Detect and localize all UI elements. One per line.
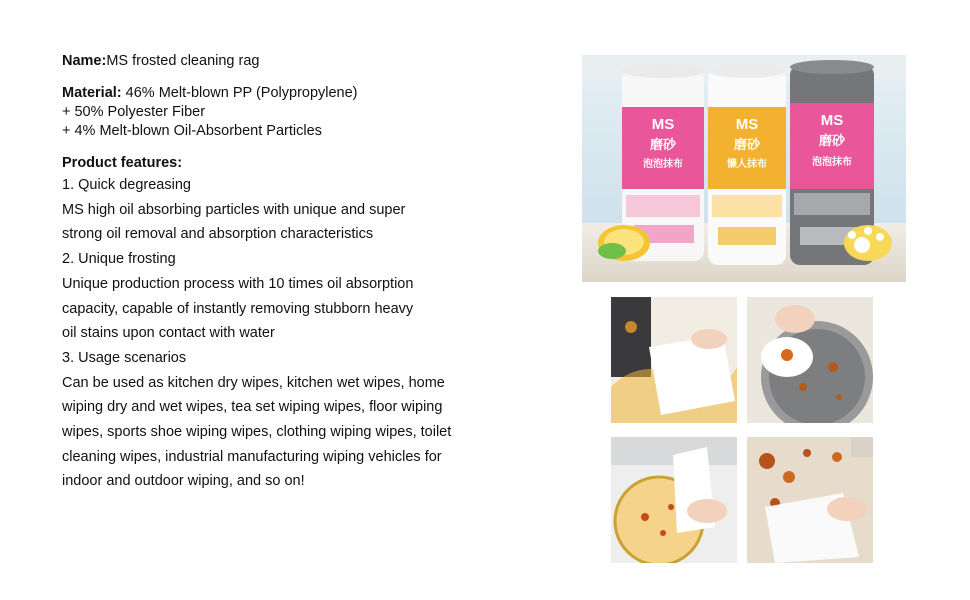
product-description xyxy=(62,52,502,494)
usage-photo-counter-stain xyxy=(747,437,873,563)
roll-subtitle-cn: 泡泡抹布 xyxy=(643,159,683,170)
feature-line: oil stains upon contact with water xyxy=(62,325,275,342)
feature-line: wiping dry and wet wipes, tea set wiping wipes, floor wiping xyxy=(62,399,443,416)
feature-line: MS high oil absorbing particles with unique and super xyxy=(62,201,406,218)
roll-title-cn: 磨砂 xyxy=(649,137,677,152)
roll-title-cn: 磨砂 xyxy=(818,133,846,148)
roll-logo: MS xyxy=(820,112,844,129)
roll-logo: MS xyxy=(651,116,675,133)
roll-subtitle-cn: 懒人抹布 xyxy=(727,159,767,170)
usage-photo-glass-plate xyxy=(611,437,737,563)
roll-title-cn: 磨砂 xyxy=(733,137,761,152)
feature-line: 2. Unique frosting xyxy=(62,251,176,268)
roll-yellow xyxy=(708,64,786,265)
feature-line: cleaning wipes, industrial manufacturing wiping vehicles for xyxy=(62,448,442,465)
usage-photo-stovetop xyxy=(611,297,737,423)
feature-line: indoor and outdoor wiping, and so on! xyxy=(62,473,305,490)
features-heading: Product features: xyxy=(62,155,183,171)
feature-line: capacity, capable of instantly removing stubborn heavy xyxy=(62,300,414,317)
paw-sponge xyxy=(844,225,892,261)
feature-line: strong oil removal and absorption characteristics xyxy=(62,226,374,243)
lemon-slice xyxy=(598,225,650,261)
usage-photo-pan xyxy=(747,297,873,423)
name-label: Name: xyxy=(62,53,107,69)
roll-logo: MS xyxy=(735,116,759,133)
roll-subtitle-cn: 泡泡抹布 xyxy=(812,157,852,168)
material-line: + 50% Polyester Fiber xyxy=(62,104,206,120)
material-value: 46% Melt-blown PP (Polypropylene) xyxy=(121,85,358,101)
feature-line: Can be used as kitchen dry wipes, kitchen wet wipes, home xyxy=(62,374,445,391)
feature-line: Unique production process with 10 times oil absorption xyxy=(62,275,414,292)
features-list xyxy=(62,173,502,494)
product-rolls-photo xyxy=(582,55,906,282)
feature-line: 3. Usage scenarios xyxy=(62,349,187,366)
feature-line: 1. Quick degreasing xyxy=(62,177,191,193)
name-row xyxy=(62,52,502,71)
name-value: MS frosted cleaning rag xyxy=(106,53,260,69)
material-line: + 4% Melt-blown Oil-Absorbent Particles xyxy=(62,123,322,139)
material-row xyxy=(62,84,502,103)
material-label: Material: xyxy=(62,85,122,101)
feature-line: wipes, sports shoe wiping wipes, clothing wiping wipes, toilet xyxy=(62,424,452,441)
